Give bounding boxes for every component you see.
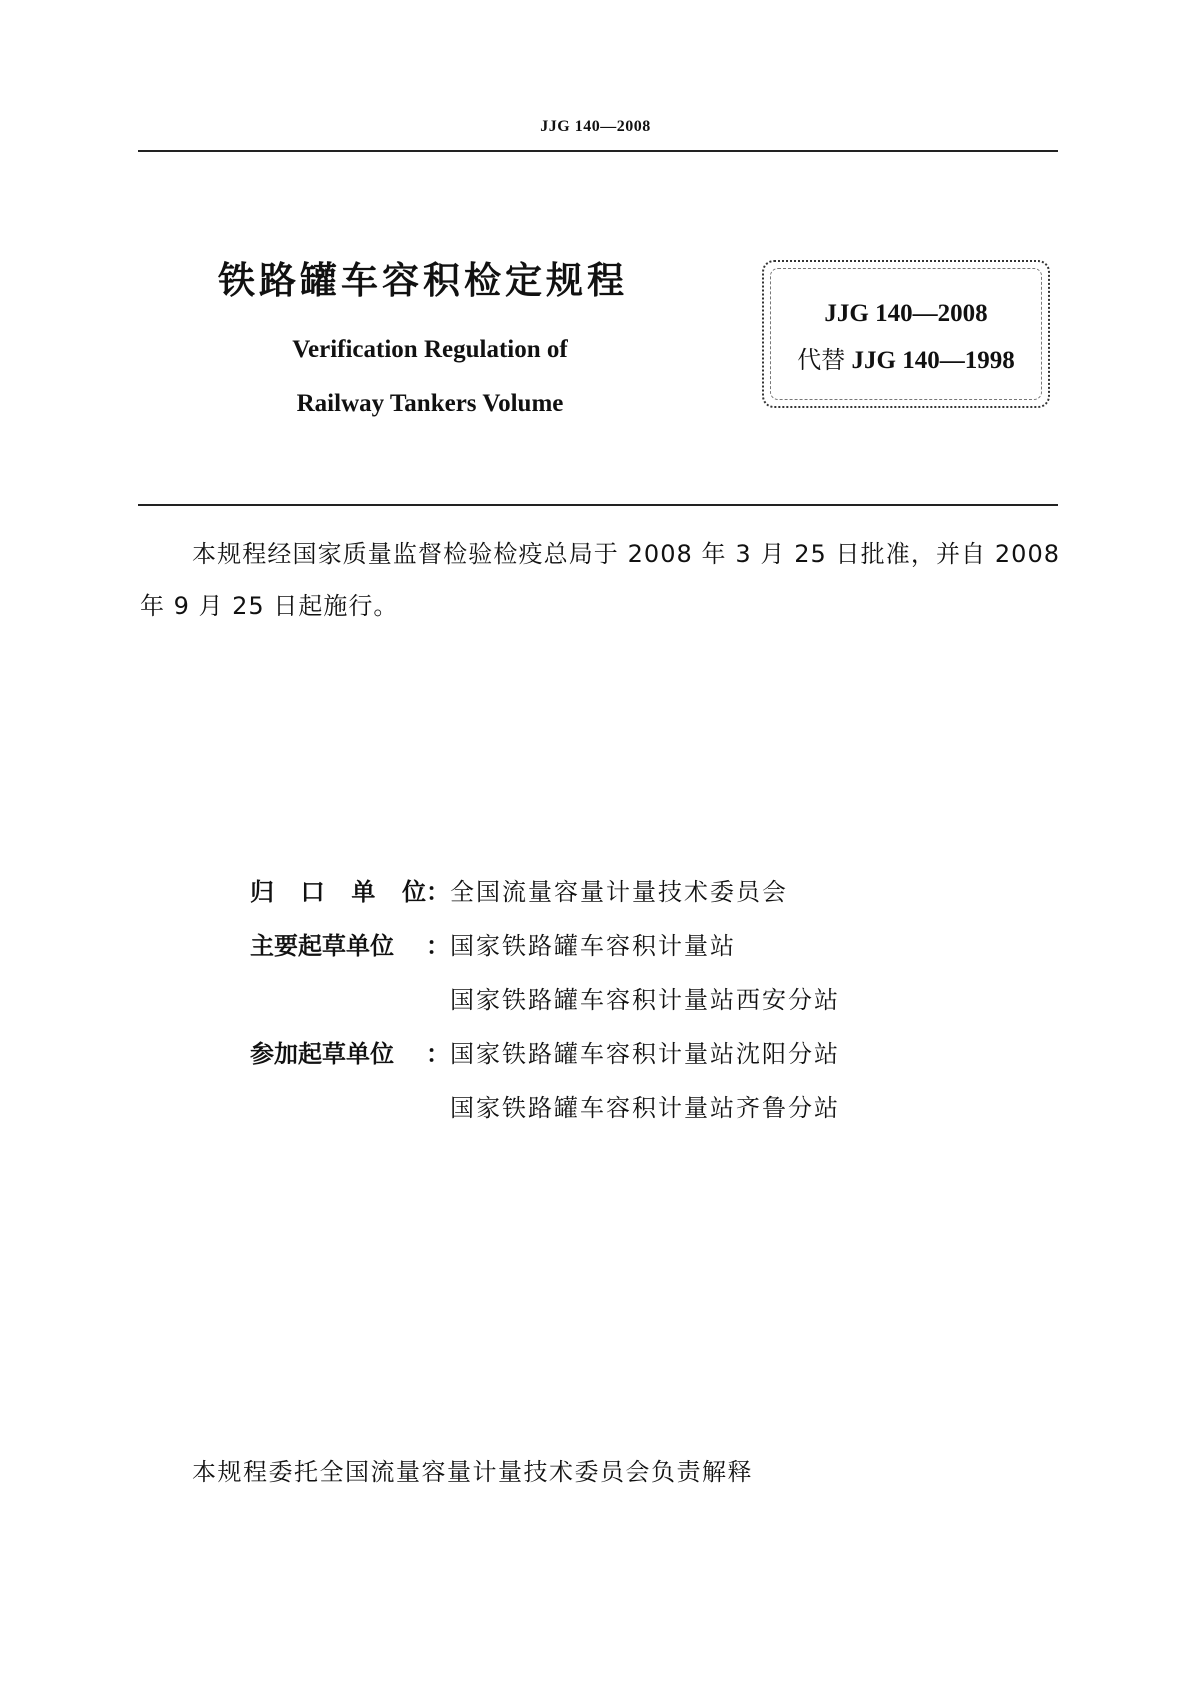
- interpretation-note: 本规程委托全国流量容量计量技术委员会负责解释: [192, 1458, 753, 1486]
- responsible-unit-value: 全国流量容量计量技术委员会: [450, 877, 788, 906]
- drafting-units-section: [250, 862, 1050, 1132]
- participating-drafting-row-2: [250, 1078, 1050, 1132]
- approval-statement: 本规程经国家质量监督检验检疫总局于 2008 年 3 月 25 日批准，并自 2008 年 9 月 25 日起施行。: [140, 540, 1060, 620]
- label-colon: ：: [426, 1039, 450, 1068]
- header-standard-code: JJG 140—2008: [540, 118, 651, 135]
- participating-drafting-value-2: 国家铁路罐车容积计量站齐鲁分站: [450, 1093, 840, 1122]
- main-drafting-row: [250, 916, 1050, 970]
- main-drafting-row-2: [250, 970, 1050, 1024]
- participating-drafting-value-1: 国家铁路罐车容积计量站沈阳分站: [450, 1039, 840, 1068]
- code-box-replaced-code: JJG 140—1998: [851, 347, 1015, 374]
- participating-drafting-label: [250, 1034, 450, 1069]
- label-char: 归: [250, 877, 274, 906]
- main-drafting-label: [250, 926, 450, 961]
- title-english-line-1: Verification Regulation of: [292, 336, 568, 363]
- code-box-replaces-line: [764, 340, 1048, 375]
- title-divider: [138, 504, 1058, 506]
- code-box-current-code: JJG 140—2008: [824, 300, 988, 327]
- label-colon: ：: [426, 877, 450, 906]
- title-english-line-2: Railway Tankers Volume: [296, 390, 564, 417]
- participating-drafting-label-text: 参加起草单位: [250, 1039, 394, 1068]
- responsible-unit-label: [250, 872, 450, 907]
- main-drafting-label-text: 主要起草单位: [250, 931, 394, 960]
- responsible-unit-row: [250, 862, 1050, 916]
- label-char: 位: [401, 877, 426, 906]
- standard-code-box: [762, 260, 1050, 408]
- main-drafting-value-1: 国家铁路罐车容积计量站: [450, 931, 736, 960]
- label-colon: ：: [426, 931, 450, 960]
- participating-drafting-row: [250, 1024, 1050, 1078]
- main-drafting-value-2: 国家铁路罐车容积计量站西安分站: [450, 985, 840, 1014]
- header-divider: [138, 150, 1058, 152]
- code-box-replace-word: 代替: [797, 346, 846, 374]
- label-char: 口: [300, 877, 325, 906]
- label-char: 单: [351, 877, 376, 906]
- title-chinese: 铁路罐车容积检定规程: [218, 259, 628, 302]
